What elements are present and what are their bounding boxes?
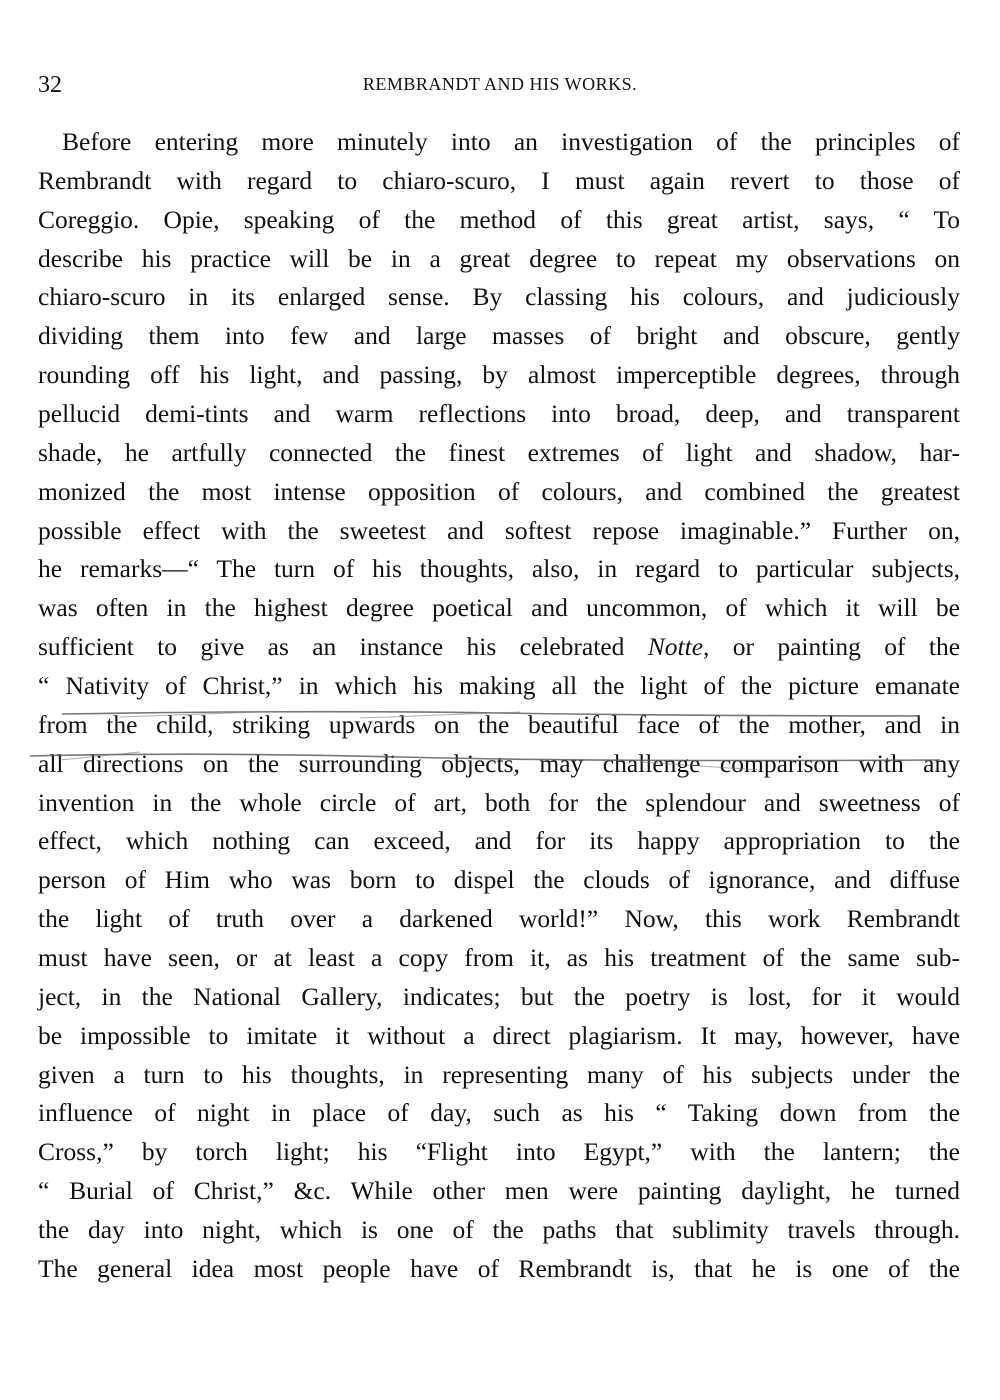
text-line: the day into night, which is one of the paths that sublimity travels through. xyxy=(38,1215,960,1245)
text-line: shade, he artfully connected the finest extremes of light and shadow, har- xyxy=(38,437,960,467)
text-line: the light of truth over a darkened world!” Now, this work Rembrandt xyxy=(38,904,960,934)
text-line: influence of night in place of day, such as his “ Taking down from the xyxy=(38,1098,960,1128)
text-line: rounding off his light, and passing, by almost imperceptible degrees, through xyxy=(38,360,960,390)
running-title: REMBRANDT AND HIS WORKS. xyxy=(362,74,638,94)
text-line: Before entering more minutely into an investigation of the principles of xyxy=(62,127,960,156)
text-line: Rembrandt with regard to chiaro-scuro, I must again revert to those of xyxy=(38,165,960,195)
text-line: must have seen, or at least a copy from it, as his treatment of the same sub- xyxy=(38,943,960,973)
text-line: monized the most intense opposition of colours, and combined the greatest xyxy=(38,476,960,506)
text-line: effect, which nothing can exceed, and for its happy appropriation to the xyxy=(38,826,960,856)
text-line: given a turn to his thoughts, in representing many of his subjects under the xyxy=(38,1059,960,1089)
text-line: all directions on the surrounding objects, may challenge comparison with any xyxy=(38,748,960,778)
page-number: 32 xyxy=(38,72,62,98)
text-line: ject, in the National Gallery, indicates; but the poetry is lost, for it would xyxy=(38,981,960,1011)
body-text xyxy=(38,123,960,1289)
text-line: was often in the highest degree poetical and uncommon, of which it will be xyxy=(38,593,960,623)
text-line-underlined: “ Nativity of Christ,” in which his making all the light of the picture emanate xyxy=(38,671,960,701)
text-line: possible effect with the sweetest and softest repose imaginable.” Further on, xyxy=(38,515,960,545)
text-line: chiaro-scuro in its enlarged sense. By classing his colours, and judiciously xyxy=(38,282,960,312)
text-line-underlined: from the child, striking upwards on the beautiful face of the mother, and in xyxy=(38,709,960,739)
text-line: be impossible to imitate it without a direct plagiarism. It may, however, have xyxy=(38,1020,960,1050)
text-line: dividing them into few and large masses of bright and obscure, gently xyxy=(38,321,960,351)
italic-title-notte: Notte, xyxy=(647,632,710,662)
text-line: Coreggio. Opie, speaking of the method of this great artist, says, “ To xyxy=(38,204,960,234)
text-line: The general idea most people have of Rembrandt is, that he is one of the xyxy=(38,1253,960,1283)
text-segment: sufficient to give as an instance his celebrated xyxy=(38,632,625,662)
text-line: invention in the whole circle of art, both for the splendour and sweetness of xyxy=(38,787,960,817)
text-line xyxy=(38,628,960,667)
text-line: Cross,” by torch light; his “Flight into Egypt,” with the lantern; the xyxy=(38,1137,960,1167)
text-line: pellucid demi-tints and warm reflections into broad, deep, and transparent xyxy=(38,399,960,429)
text-segment: or painting of the xyxy=(732,632,961,662)
text-line: “ Burial of Christ,” &c. While other men were painting daylight, he turned xyxy=(38,1176,960,1206)
text-line: person of Him who was born to dispel the clouds of ignorance, and diffuse xyxy=(38,865,960,895)
text-line: describe his practice will be in a great degree to repeat my observations on xyxy=(38,243,960,273)
text-line: he remarks—“ The turn of his thoughts, also, in regard to particular subjects, xyxy=(38,554,960,584)
